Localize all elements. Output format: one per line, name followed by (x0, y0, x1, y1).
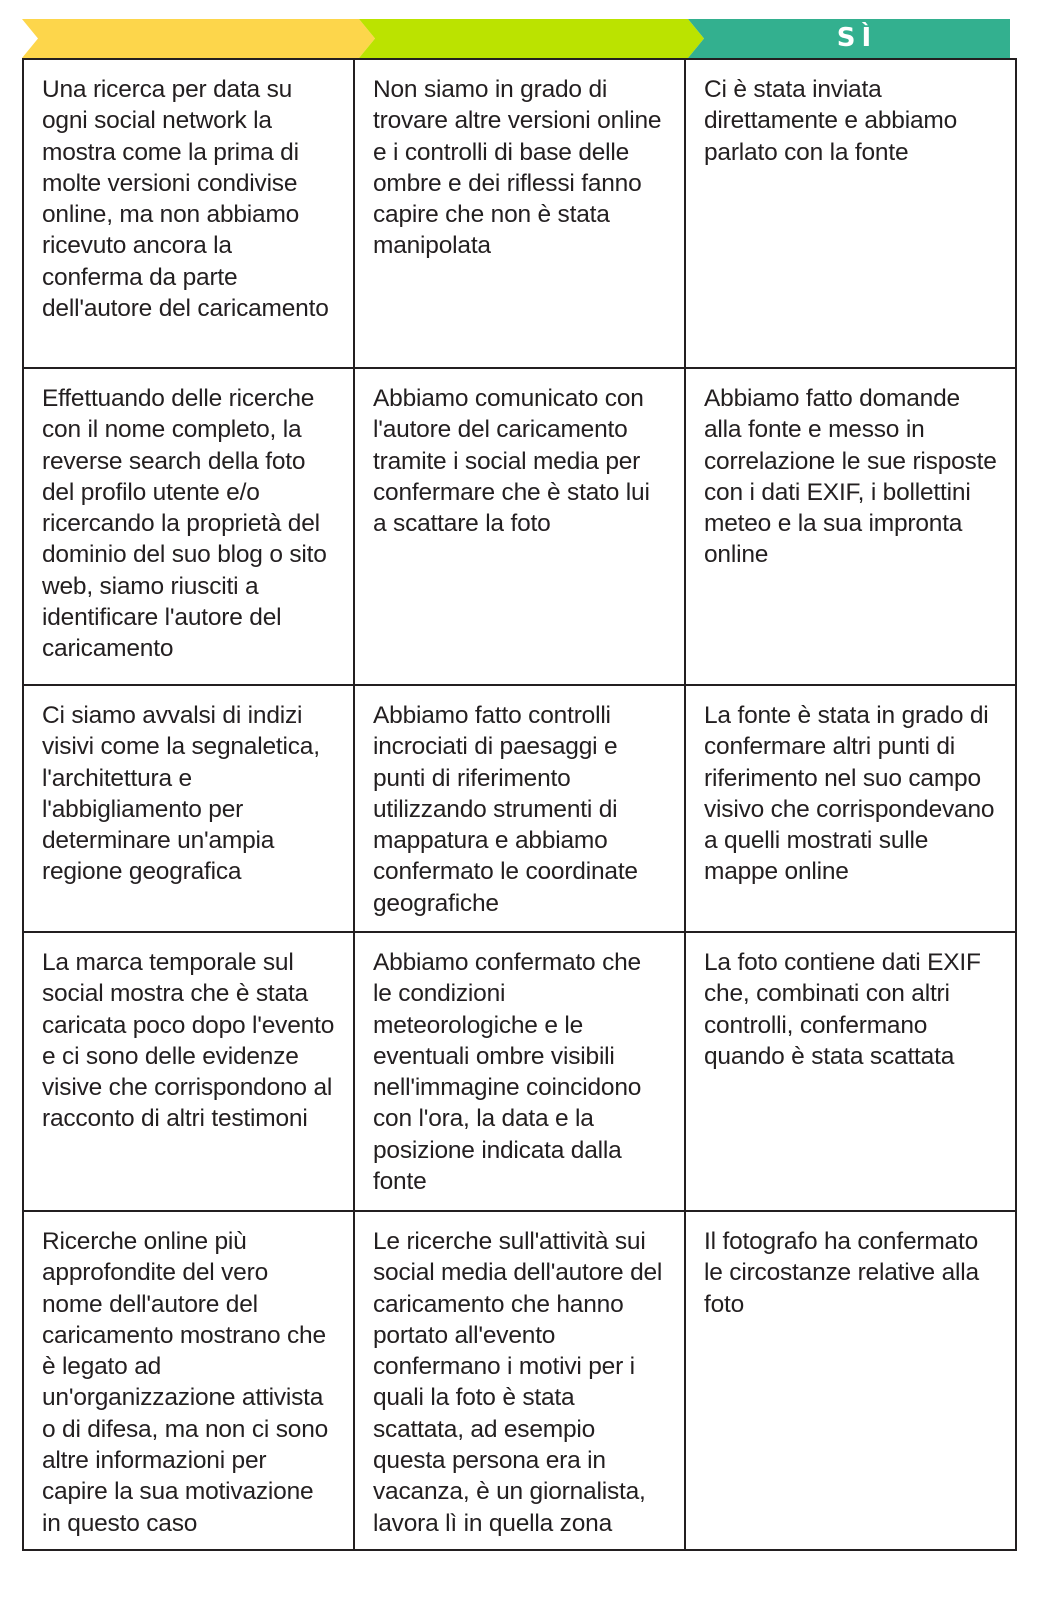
cell-text: Abbiamo fatto domande alla fonte e messo in correlazione le sue risposte con i dati EXIF, i bollettini meteo e la sua impronta online (704, 385, 997, 569)
table-cell (354, 368, 685, 685)
cell-text: Abbiamo confermato che le condizioni meteorologiche e le eventuali ombre visibili nell'immagine coincidono con l'ora, la data e la posizione indicata dalla fonte (373, 949, 642, 1196)
cell-text: La fonte è stata in grado di confermare altri punti di riferimento nel suo campo visivo che corrispondevano a quelli mostrati sulle mappe online (704, 702, 995, 886)
table-cell (685, 932, 1016, 1211)
cell-text: Il fotografo ha confermato le circostanze relative alla foto (704, 1228, 979, 1318)
header-label-col-0 (42, 19, 359, 58)
cell-text: Le ricerche sull'attività sui social media dell'autore del caricamento che hanno portato all'evento confermano i motivi per i quali la foto è stata scattata, ad esempio questa persona era in vacanza, è un giornalista, lavora lì in quella zona (373, 1228, 663, 1537)
cell-text: Non siamo in grado di trovare altre versioni online e i controlli di base delle ombre e dei riflessi fanno capire che non è stata manipolata (373, 76, 662, 260)
cell-text: Ci è stata inviata direttamente e abbiamo parlato con la fonte (704, 76, 958, 166)
cell-text: Una ricerca per data su ogni social network la mostra come la prima di molte versioni condivise online, ma non abbiamo ricevuto ancora la conferma da parte dell'autore del caricamento (42, 76, 329, 323)
table-cell (354, 59, 685, 368)
cell-text: Effettuando delle ricerche con il nome completo, la reverse search della foto del profilo utente e/o ricercando la proprietà del dominio del suo blog o sito web, siamo riusciti a identificare l'autore del caricamento (42, 385, 327, 663)
table-row (23, 368, 1016, 685)
table-cell (23, 59, 354, 368)
table-cell (23, 685, 354, 932)
cell-text: La foto contiene dati EXIF che, combinati con altri controlli, confermano quando è stata scattata (704, 949, 981, 1070)
cell-text: Abbiamo comunicato con l'autore del caricamento tramite i social media per confermare che è stato lui a scattare la foto (373, 385, 650, 538)
table-cell (23, 932, 354, 1211)
header-label-col-1 (375, 19, 687, 58)
table-cell (685, 59, 1016, 368)
table-cell (23, 1211, 354, 1550)
table-cell (685, 1211, 1016, 1550)
table-cell (354, 1211, 685, 1550)
table-cell (685, 685, 1016, 932)
table-row (23, 932, 1016, 1211)
table-cell (354, 685, 685, 932)
table-row (23, 59, 1016, 368)
table-row (23, 1211, 1016, 1550)
verification-table (22, 58, 1017, 1551)
table-row (23, 685, 1016, 932)
table-cell (685, 368, 1016, 685)
cell-text: Abbiamo fatto controlli incrociati di paesaggi e punti di riferimento utilizzando strumenti di mappatura e abbiamo confermato le coordinate geografiche (373, 702, 638, 917)
cell-text: Ci siamo avvalsi di indizi visivi come la segnaletica, l'architettura e l'abbigliamento per determinare un'ampia regione geografica (42, 702, 320, 886)
table-cell (354, 932, 685, 1211)
cell-text: La marca temporale sul social mostra che è stata caricata poco dopo l'evento e ci sono delle evidenze visive che corrispondono al racconto di altri testimoni (42, 949, 335, 1133)
header-label-yes: SÌ (836, 23, 878, 53)
cell-text: Ricerche online più approfondite del vero nome dell'autore del caricamento mostrano che è legato ad un'organizzazione attivista o di difesa, ma non ci sono altre informazioni per capire la sua motivazione in questo caso (42, 1228, 329, 1537)
table-cell (23, 368, 354, 685)
verification-scale-header (22, 19, 1010, 58)
